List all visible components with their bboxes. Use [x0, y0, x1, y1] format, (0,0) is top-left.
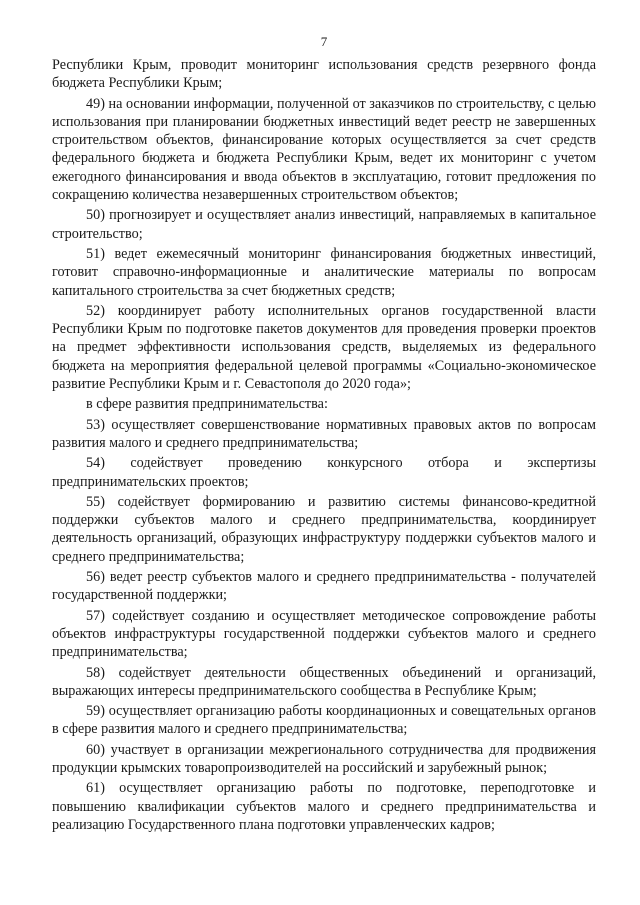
paragraph-item-59: 59) осуществляет организацию работы координационных и совещательных органов в сфере развития малого и среднего предпринимательства; [52, 703, 596, 738]
paragraph-item-61: 61) осуществляет организацию работы по подготовке, переподготовке и повышению квалификации субъектов малого и среднего предпринимательства и реализацию Государственного плана подготовки управленческих кадров; [52, 780, 596, 833]
paragraph-continuation: Республики Крым, проводит мониторинг использования средств резервного фонда бюджета Республики Крым; [52, 57, 596, 92]
paragraph-item-60: 60) участвует в организации межрегионального сотрудничества для продвижения продукции крымских товаропроизводителей на российский и зарубежный рынок; [52, 741, 596, 776]
page-number: 7 [320, 34, 328, 49]
paragraph-item-55: 55) содействует формированию и развитию системы финансово-кредитной поддержки субъектов малого и среднего предпринимательства, координирует деятельность организаций, образующих инфраструктуру поддержки субъектов малого и среднего предпринимательства; [52, 493, 596, 565]
paragraph-item-49: 49) на основании информации, полученной от заказчиков по строительству, с целью использования при планировании бюджетных инвестиций ведет реестр не завершенных строительством объектов, финансирование которых осуществляется за счет средств федерального бюджета и бюджета Республики Крым, ведет их мониторинг с учетом ежегодного финансирования и ввода объектов в эксплуатацию, готовит предложения по сокращению количества незавершенных строительством объектов; [52, 95, 596, 204]
paragraph-item-57: 57) содействует созданию и осуществляет методическое сопровождение работы объектов инфраструктуры государственной поддержки субъектов малого и среднего предпринимательства; [52, 607, 596, 661]
paragraph-item-52: 52) координирует работу исполнительных органов государственной власти Республики Крым по подготовке пакетов документов для проведения проверки проектов на предмет эффективности использования средств, выделяемых из федерального бюджета на мероприятия федеральной целевой программы «Социально-экономическое развитие Республики Крым и г. Севастополя до 2020 года»; [52, 302, 596, 393]
paragraph-item-58: 58) содействует деятельности общественных объединений и организаций, выражающих интересы предпринимательского сообщества в Республике Крым; [52, 664, 596, 699]
paragraph-item-56: 56) ведет реестр субъектов малого и среднего предпринимательства - получателей государственной поддержки; [52, 569, 596, 604]
paragraph-item-53: 53) осуществляет совершенствование нормативных правовых актов по вопросам развития малого и среднего предпринимательства; [52, 416, 596, 451]
paragraph-item-54: 54) содействует проведению конкурсного отбора и экспертизы предпринимательских проектов; [52, 455, 596, 490]
section-heading-entrepreneurship: в сфере развития предпринимательства: [86, 396, 328, 413]
paragraph-item-51: 51) ведет ежемесячный мониторинг финансирования бюджетных инвестиций, готовит справочно-информационные и аналитические материалы по вопросам капитального строительства за счет бюджетных средств; [52, 245, 596, 299]
document-body [52, 56, 596, 834]
paragraph-item-50: 50) прогнозирует и осуществляет анализ инвестиций, направляемых в капитальное строительство; [52, 207, 596, 242]
